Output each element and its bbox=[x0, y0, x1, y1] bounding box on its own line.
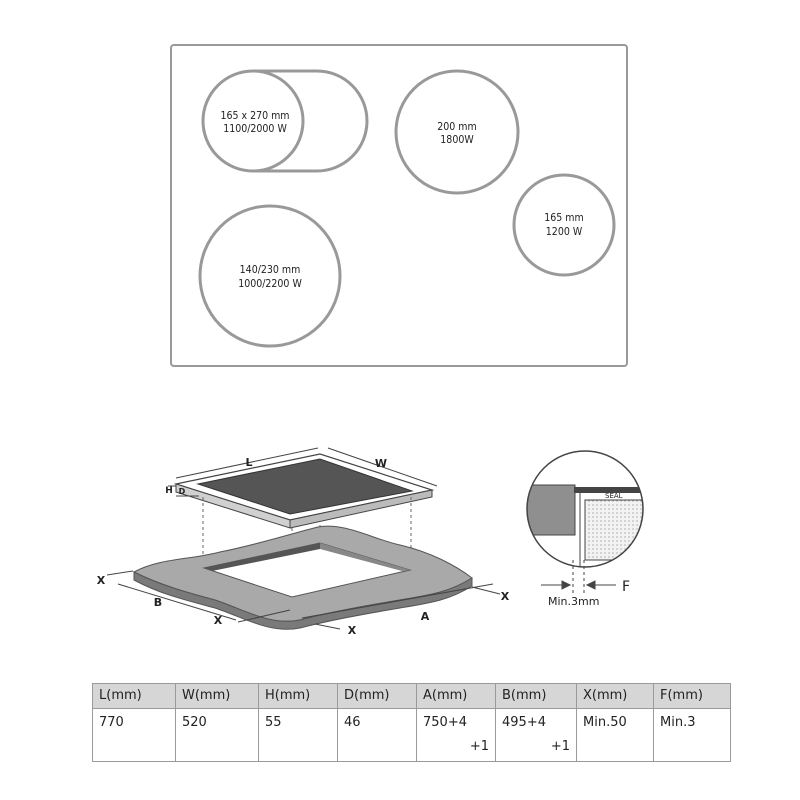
header-D: D(mm) bbox=[338, 684, 417, 709]
cell-W: 520 bbox=[176, 709, 259, 762]
min-gap-label: Min.3mm bbox=[548, 595, 600, 608]
header-A: A(mm) bbox=[417, 684, 496, 709]
zone-1-power: 1100/2000 W bbox=[223, 123, 287, 135]
header-W: W(mm) bbox=[176, 684, 259, 709]
label-X-bottom: X bbox=[213, 614, 223, 627]
label-A: A bbox=[420, 610, 430, 623]
cell-A: 750+4 +1 bbox=[417, 709, 496, 762]
gap-markers bbox=[541, 560, 616, 595]
cooktop-top-view bbox=[171, 45, 627, 366]
header-B: B(mm) bbox=[496, 684, 577, 709]
cell-D: 46 bbox=[338, 709, 417, 762]
label-F: F bbox=[622, 579, 631, 595]
zone-2-power: 1800W bbox=[440, 134, 474, 146]
header-H: H(mm) bbox=[259, 684, 338, 709]
header-X: X(mm) bbox=[577, 684, 654, 709]
zone-2-size: 200 mm bbox=[437, 121, 477, 133]
hob-slab bbox=[176, 454, 432, 528]
cell-B: 495+4 +1 bbox=[496, 709, 577, 762]
label-X-right: X bbox=[500, 590, 510, 603]
label-L: L bbox=[245, 456, 253, 469]
cell-X: Min.50 bbox=[577, 709, 654, 762]
zone-4-power: 1000/2200 W bbox=[238, 278, 302, 290]
label-W: W bbox=[374, 457, 388, 470]
cooktop-outline bbox=[171, 45, 627, 366]
label-D: D bbox=[178, 487, 186, 496]
label-X-front: X bbox=[347, 624, 357, 637]
header-F: F(mm) bbox=[654, 684, 731, 709]
zone-3-size: 165 mm bbox=[544, 212, 584, 224]
cell-H: 55 bbox=[259, 709, 338, 762]
header-L: L(mm) bbox=[93, 684, 176, 709]
installation-isometric bbox=[97, 448, 510, 637]
dimension-table bbox=[92, 683, 731, 762]
label-B: B bbox=[153, 596, 163, 609]
zone-4-size: 140/230 mm bbox=[239, 264, 301, 276]
seal-detail bbox=[520, 451, 645, 608]
table-row bbox=[93, 709, 731, 762]
cell-L: 770 bbox=[93, 709, 176, 762]
label-H: H bbox=[165, 486, 173, 496]
zone-3-power: 1200 W bbox=[545, 226, 583, 238]
cell-F: Min.3 bbox=[654, 709, 731, 762]
seal-label: SEAL bbox=[605, 492, 623, 500]
table-header-row bbox=[93, 684, 731, 709]
zone-1-size: 165 x 270 mm bbox=[220, 110, 290, 122]
label-X-left: X bbox=[96, 574, 106, 587]
